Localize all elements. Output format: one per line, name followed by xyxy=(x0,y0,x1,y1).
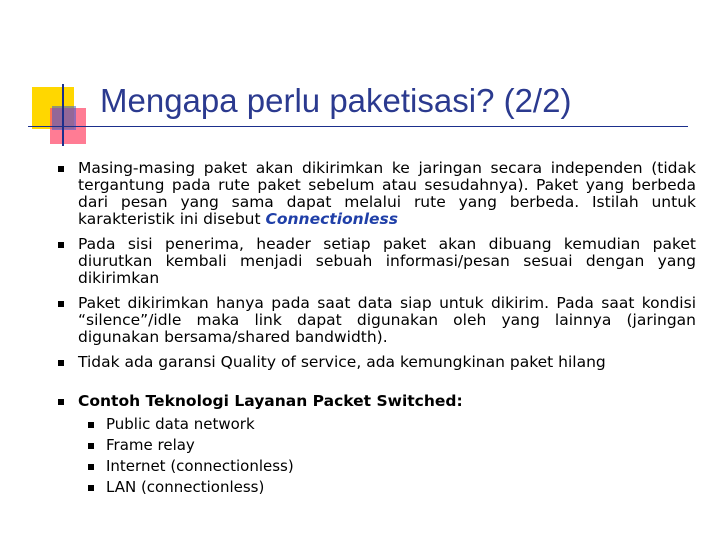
sub-bullet-item xyxy=(78,477,696,498)
sub-bullet-square-icon xyxy=(88,464,94,470)
title-underline xyxy=(28,126,688,127)
bullet-item-2 xyxy=(56,236,696,287)
bullet-square-icon xyxy=(58,242,64,248)
sub-bullet-text: Frame relay xyxy=(106,436,195,454)
sub-bullet-text: LAN (connectionless) xyxy=(106,478,265,496)
bullet-item-3 xyxy=(56,295,696,346)
bullet-text: Contoh Teknologi Layanan Packet Switched: xyxy=(78,392,463,410)
bullet-item-5 xyxy=(56,393,696,498)
sub-bullet-list xyxy=(78,414,696,498)
bullet-square-icon xyxy=(58,301,64,307)
sub-bullet-text: Internet (connectionless) xyxy=(106,457,294,475)
sub-bullet-square-icon xyxy=(88,422,94,428)
sub-bullet-item xyxy=(78,414,696,435)
sub-bullet-square-icon xyxy=(88,485,94,491)
bullet-list xyxy=(56,160,696,506)
bullet-emphasis: Connectionless xyxy=(265,210,398,228)
slide-title: Mengapa perlu paketisasi? (2/2) xyxy=(100,82,572,119)
bullet-item-4 xyxy=(56,354,696,371)
decor-vertical-line xyxy=(62,84,64,146)
bullet-item-1 xyxy=(56,160,696,228)
bullet-square-icon xyxy=(58,399,64,405)
bullet-text: Pada sisi penerima, header setiap paket akan dibuang kemudian paket diurutkan kembali menjadi sebuah informasi/pesan sesuai dengan yang dikirimkan xyxy=(78,235,696,287)
sub-bullet-item xyxy=(78,456,696,477)
bullet-square-icon xyxy=(58,166,64,172)
bullet-square-icon xyxy=(58,360,64,366)
bullet-text: Paket dikirimkan hanya pada saat data siap untuk dikirim. Pada saat kondisi “silence”/idle maka link dapat digunakan oleh yang lainnya (jaringan digunakan bersama/shared bandwidth). xyxy=(78,294,696,346)
sub-bullet-text: Public data network xyxy=(106,415,255,433)
sub-bullet-item xyxy=(78,435,696,456)
sub-bullet-square-icon xyxy=(88,443,94,449)
bullet-text: Masing-masing paket akan dikirimkan ke jaringan secara independen (tidak tergantung pada rute paket sebelum atau sesudahnya). Paket yang berbeda dari pesan yang sama dapat melalui rute yang berbeda. Istilah untuk karakteristik ini disebut xyxy=(78,159,696,228)
bullet-text: Tidak ada garansi Quality of service, ada kemungkinan paket hilang xyxy=(78,353,606,371)
